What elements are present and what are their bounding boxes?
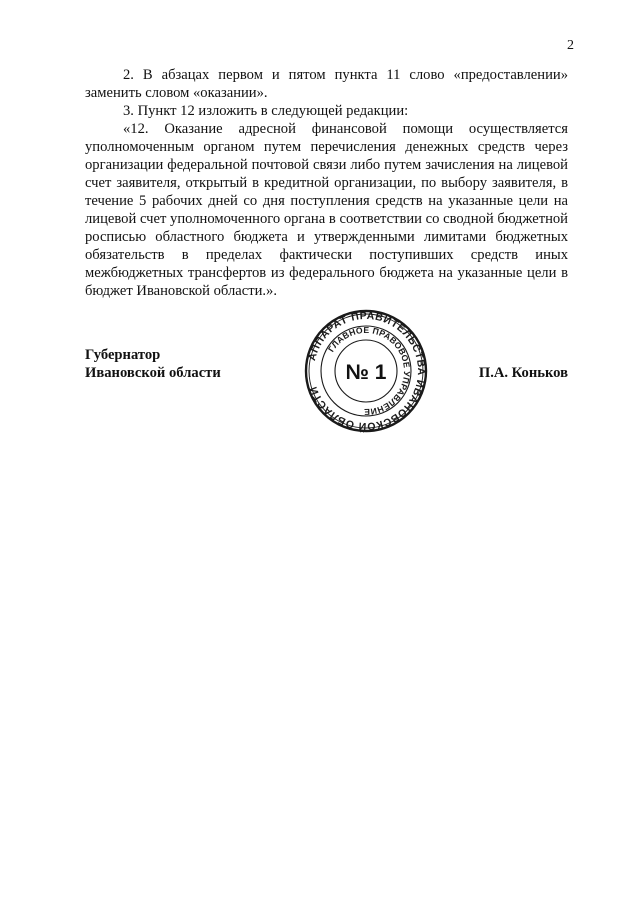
- page-number: 2: [567, 38, 574, 53]
- paragraph-item-3: 3. Пункт 12 изложить в следующей редакции:: [123, 103, 409, 119]
- signature-block: [85, 309, 568, 446]
- official-seal-stamp: [304, 309, 428, 433]
- paragraph-item-12-text: «12. Оказание адресной финансовой помощи осуществляется уполномоченным органом путем перечисления денежных средств через организации федеральной почтовой связи либо путем зачисления на лицевой счет заявителя, открытый в кредитной организации, по выбору заявителя, в течение 5 рабочих дней со дня поступления средств на указанные цели на лицевой счет уполномоченного органа в соответствии со сводной бюджетной росписью областного бюджета и утвержденными лимитами бюджетных обязательств в пределах фактически поступивших средств иных межбюджетных трансфертов из федерального бюджета на указанные цели в бюджет Ивановской области.».: [85, 121, 568, 299]
- seal-graphic: [304, 309, 428, 433]
- paragraph-item-2: 2. В абзацах первом и пятом пункта 11 слово «предоставлении» заменить словом «оказании».: [85, 67, 568, 101]
- signatory-title: [85, 346, 221, 382]
- signatory-title-line-1: Губернатор: [85, 347, 161, 363]
- signatory-title-line-2: Ивановской области: [85, 365, 221, 381]
- seal-center-number: № 1: [345, 361, 387, 384]
- document-body: [85, 66, 568, 300]
- seal-outer-text-path: АППАРАТ ПРАВИТЕЛЬСТВА ИВАНОВСКОЙ ОБЛАСТИ: [306, 309, 428, 433]
- seal-inner-text-path: ГЛАВНОЕ ПРАВОВОЕ УПРАВЛЕНИЕ: [325, 324, 413, 418]
- signatory-name: П.А. Коньков: [478, 365, 568, 381]
